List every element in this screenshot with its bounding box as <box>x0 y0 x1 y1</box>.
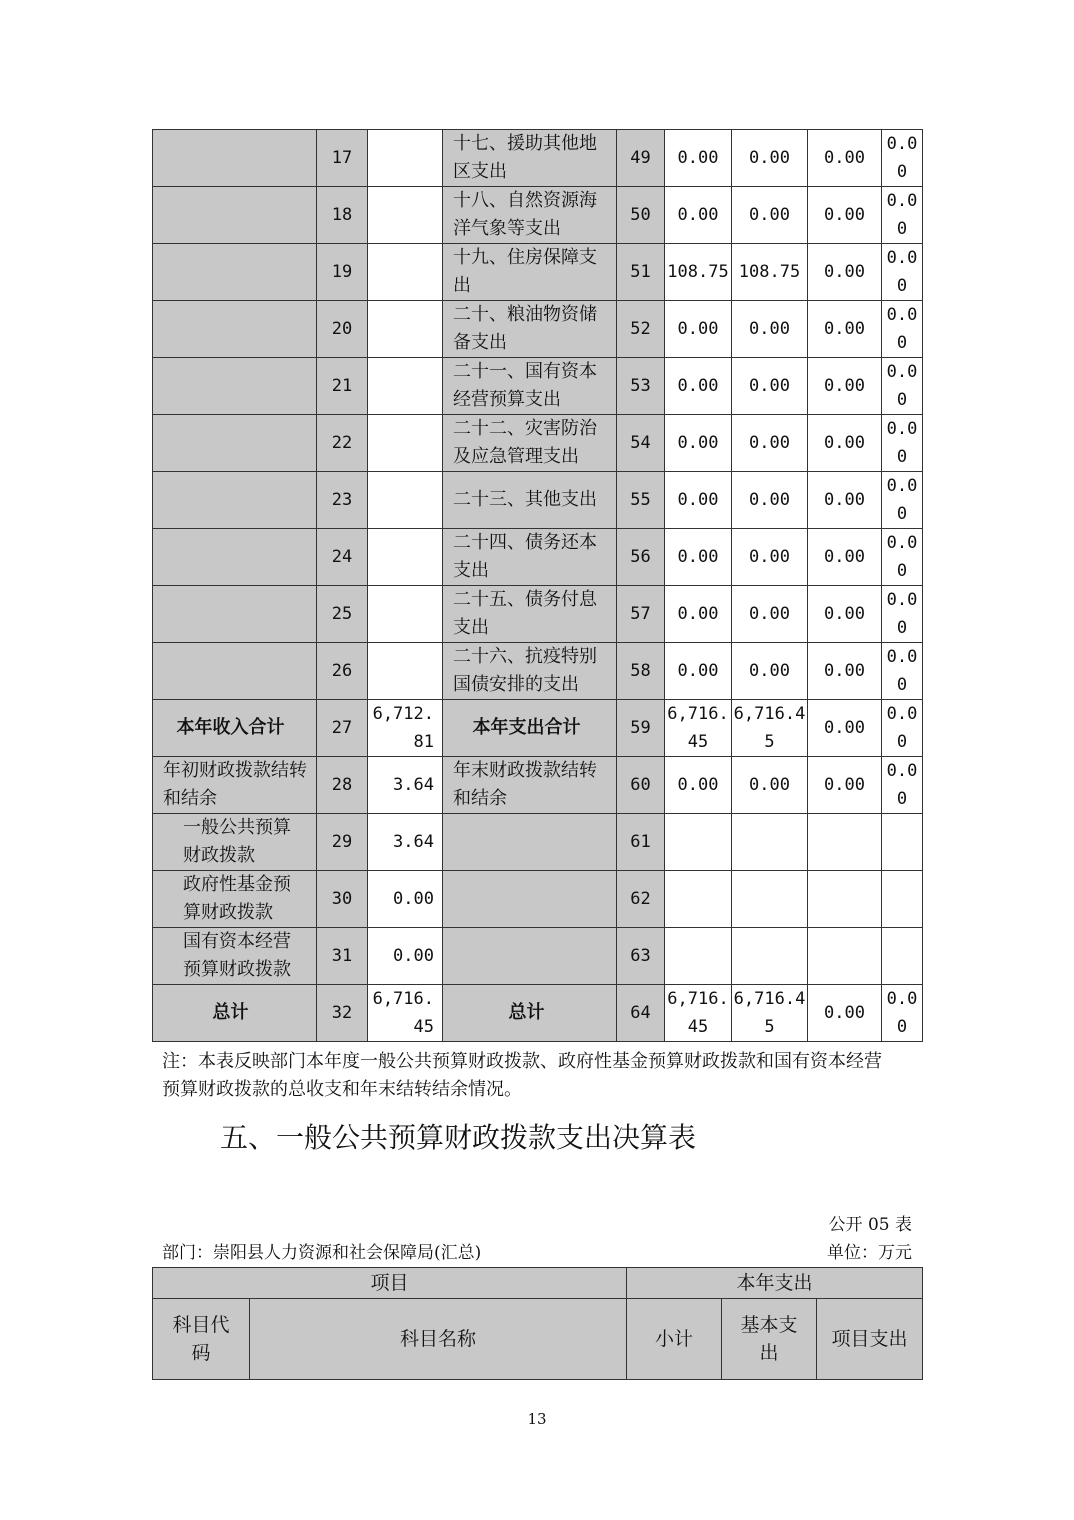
income-item-label <box>153 415 317 472</box>
expense-item-label: 二十六、抗疫特别国债安排的支出 <box>443 643 617 700</box>
expense-row-number: 59 <box>617 700 665 757</box>
expense-project <box>808 814 882 871</box>
expense-carryover: 0.00 <box>882 130 923 187</box>
expense-total: 0.00 <box>665 757 732 814</box>
expense-basic: 0.00 <box>732 586 808 643</box>
expense-item-label: 十八、自然资源海洋气象等支出 <box>443 187 617 244</box>
income-amount: 0.00 <box>368 928 443 985</box>
expense-basic <box>732 814 808 871</box>
expense-basic <box>732 871 808 928</box>
header-current-year-expense: 本年支出 <box>627 1268 923 1299</box>
expense-project: 0.00 <box>808 757 882 814</box>
expense-item-label: 二十一、国有资本经营预算支出 <box>443 358 617 415</box>
table-row <box>153 187 923 244</box>
income-expense-body <box>153 130 923 1042</box>
expense-total: 0.00 <box>665 187 732 244</box>
income-amount <box>368 244 443 301</box>
income-row-number: 25 <box>317 586 368 643</box>
page-number: 13 <box>527 1410 547 1428</box>
table-row <box>153 643 923 700</box>
expense-row-number: 56 <box>617 529 665 586</box>
header-project-expense: 项目支出 <box>817 1299 923 1380</box>
expense-project: 0.00 <box>808 472 882 529</box>
table-note: 注：本表反映部门本年度一般公共预算财政拨款、政府性基金预算财政拨款和国有资本经营预算财政拨款的总收支和年末结转结余情况。 <box>162 1051 882 1100</box>
expense-carryover: 0.00 <box>882 757 923 814</box>
income-row-number: 18 <box>317 187 368 244</box>
expense-item-label: 本年支出合计 <box>443 700 617 757</box>
income-row-number: 29 <box>317 814 368 871</box>
expense-carryover: 0.00 <box>882 985 923 1042</box>
income-item-label: 年初财政拨款结转和结余 <box>153 757 317 814</box>
expense-carryover <box>882 871 923 928</box>
department-label: 部门：崇阳县人力资源和社会保障局(汇总) <box>162 1243 482 1263</box>
expense-row-number: 60 <box>617 757 665 814</box>
income-amount <box>368 472 443 529</box>
expense-item-label: 二十二、灾害防治及应急管理支出 <box>443 415 617 472</box>
income-item-label <box>153 358 317 415</box>
expense-project: 0.00 <box>808 301 882 358</box>
header-project: 项目 <box>153 1268 627 1299</box>
expense-total: 108.75 <box>665 244 732 301</box>
expense-carryover: 0.00 <box>882 244 923 301</box>
expense-item-label: 二十四、债务还本支出 <box>443 529 617 586</box>
table-row <box>153 871 923 928</box>
unit-label: 单位：万元 <box>827 1243 912 1263</box>
expense-project: 0.00 <box>808 700 882 757</box>
table-row <box>153 985 923 1042</box>
income-item-label: 国有资本经营预算财政拨款 <box>153 928 317 985</box>
income-row-number: 26 <box>317 643 368 700</box>
income-amount <box>368 415 443 472</box>
expense-project <box>808 928 882 985</box>
expense-basic: 6,716.45 <box>732 985 808 1042</box>
expense-row-number: 58 <box>617 643 665 700</box>
table-row <box>153 928 923 985</box>
expense-item-label: 年末财政拨款结转和结余 <box>443 757 617 814</box>
income-row-number: 21 <box>317 358 368 415</box>
income-row-number: 24 <box>317 529 368 586</box>
expense-project: 0.00 <box>808 130 882 187</box>
table-row <box>153 301 923 358</box>
expense-project <box>808 871 882 928</box>
income-amount: 6,712.81 <box>368 700 443 757</box>
expense-project: 0.00 <box>808 985 882 1042</box>
expense-project: 0.00 <box>808 643 882 700</box>
income-amount: 0.00 <box>368 871 443 928</box>
expense-project: 0.00 <box>808 358 882 415</box>
expense-row-number: 64 <box>617 985 665 1042</box>
expense-total <box>665 871 732 928</box>
expense-item-label: 二十五、债务付息支出 <box>443 586 617 643</box>
expense-total: 0.00 <box>665 130 732 187</box>
general-budget-expense-table <box>152 1267 923 1380</box>
expense-basic: 0.00 <box>732 130 808 187</box>
income-amount: 3.64 <box>368 757 443 814</box>
table-row <box>153 814 923 871</box>
table-row <box>153 529 923 586</box>
expense-basic: 0.00 <box>732 643 808 700</box>
income-amount <box>368 130 443 187</box>
expense-row-number: 53 <box>617 358 665 415</box>
income-amount: 6,716.45 <box>368 985 443 1042</box>
expense-carryover: 0.00 <box>882 700 923 757</box>
income-amount <box>368 187 443 244</box>
income-item-label <box>153 244 317 301</box>
expense-item-label: 二十三、其他支出 <box>443 472 617 529</box>
income-row-number: 20 <box>317 301 368 358</box>
expense-carryover <box>882 928 923 985</box>
table-code: 公开 05 表 <box>828 1215 912 1235</box>
table-row <box>153 415 923 472</box>
expense-basic: 0.00 <box>732 472 808 529</box>
income-row-number: 31 <box>317 928 368 985</box>
income-row-number: 32 <box>317 985 368 1042</box>
expense-row-number: 57 <box>617 586 665 643</box>
expense-project: 0.00 <box>808 187 882 244</box>
expense-row-number: 61 <box>617 814 665 871</box>
expense-carryover: 0.00 <box>882 586 923 643</box>
income-item-label: 总计 <box>153 985 317 1042</box>
income-amount <box>368 586 443 643</box>
expense-basic: 6,716.45 <box>732 700 808 757</box>
income-item-label <box>153 529 317 586</box>
expense-basic: 0.00 <box>732 358 808 415</box>
expense-basic: 0.00 <box>732 187 808 244</box>
income-item-label: 一般公共预算财政拨款 <box>153 814 317 871</box>
header-basic-expense: 基本支出 <box>722 1299 817 1380</box>
expense-row-number: 62 <box>617 871 665 928</box>
expense-total: 0.00 <box>665 529 732 586</box>
expense-total: 6,716.45 <box>665 985 732 1042</box>
expense-row-number: 51 <box>617 244 665 301</box>
expense-basic <box>732 928 808 985</box>
expense-total: 0.00 <box>665 586 732 643</box>
income-amount <box>368 529 443 586</box>
expense-total: 0.00 <box>665 415 732 472</box>
expense-carryover: 0.00 <box>882 301 923 358</box>
expense-item-label: 二十、粮油物资储备支出 <box>443 301 617 358</box>
header-subject-name: 科目名称 <box>250 1299 627 1380</box>
expense-carryover: 0.00 <box>882 643 923 700</box>
table-row <box>153 700 923 757</box>
table-row <box>153 244 923 301</box>
expense-total <box>665 928 732 985</box>
header-subject-code: 科目代码 <box>153 1299 250 1380</box>
section-title: 五、一般公共预算财政拨款支出决算表 <box>220 1121 697 1154</box>
income-item-label <box>153 586 317 643</box>
income-row-number: 30 <box>317 871 368 928</box>
expense-carryover: 0.00 <box>882 415 923 472</box>
expense-project: 0.00 <box>808 529 882 586</box>
expense-carryover <box>882 814 923 871</box>
income-item-label <box>153 130 317 187</box>
expense-item-label <box>443 814 617 871</box>
income-row-number: 17 <box>317 130 368 187</box>
expense-project: 0.00 <box>808 244 882 301</box>
income-item-label <box>153 301 317 358</box>
expense-row-number: 50 <box>617 187 665 244</box>
expense-carryover: 0.00 <box>882 358 923 415</box>
expense-item-label <box>443 928 617 985</box>
income-row-number: 27 <box>317 700 368 757</box>
income-amount <box>368 301 443 358</box>
expense-row-number: 54 <box>617 415 665 472</box>
expense-basic: 0.00 <box>732 301 808 358</box>
income-row-number: 28 <box>317 757 368 814</box>
expense-row-number: 55 <box>617 472 665 529</box>
income-item-label: 政府性基金预算财政拨款 <box>153 871 317 928</box>
income-amount <box>368 643 443 700</box>
income-row-number: 22 <box>317 415 368 472</box>
expense-carryover: 0.00 <box>882 529 923 586</box>
income-row-number: 19 <box>317 244 368 301</box>
income-amount <box>368 358 443 415</box>
expense-basic: 0.00 <box>732 529 808 586</box>
expense-item-label: 十七、援助其他地区支出 <box>443 130 617 187</box>
expense-total: 6,716.45 <box>665 700 732 757</box>
income-amount: 3.64 <box>368 814 443 871</box>
table-row <box>153 130 923 187</box>
expense-carryover: 0.00 <box>882 187 923 244</box>
income-item-label <box>153 643 317 700</box>
expense-row-number: 52 <box>617 301 665 358</box>
expense-item-label: 十九、住房保障支出 <box>443 244 617 301</box>
table-row <box>153 586 923 643</box>
expense-total: 0.00 <box>665 643 732 700</box>
expense-total: 0.00 <box>665 301 732 358</box>
expense-total <box>665 814 732 871</box>
expense-row-number: 49 <box>617 130 665 187</box>
expense-project: 0.00 <box>808 586 882 643</box>
table-row <box>153 757 923 814</box>
income-item-label <box>153 187 317 244</box>
expense-basic: 108.75 <box>732 244 808 301</box>
expense-total: 0.00 <box>665 358 732 415</box>
expense-total: 0.00 <box>665 472 732 529</box>
expense-project: 0.00 <box>808 415 882 472</box>
income-item-label <box>153 472 317 529</box>
income-row-number: 23 <box>317 472 368 529</box>
header-subtotal: 小计 <box>627 1299 722 1380</box>
income-expense-table <box>152 129 923 1042</box>
table-row <box>153 358 923 415</box>
expense-basic: 0.00 <box>732 757 808 814</box>
expense-item-label: 总计 <box>443 985 617 1042</box>
expense-carryover: 0.00 <box>882 472 923 529</box>
income-item-label: 本年收入合计 <box>153 700 317 757</box>
expense-row-number: 63 <box>617 928 665 985</box>
table-row <box>153 472 923 529</box>
expense-item-label <box>443 871 617 928</box>
expense-basic: 0.00 <box>732 415 808 472</box>
